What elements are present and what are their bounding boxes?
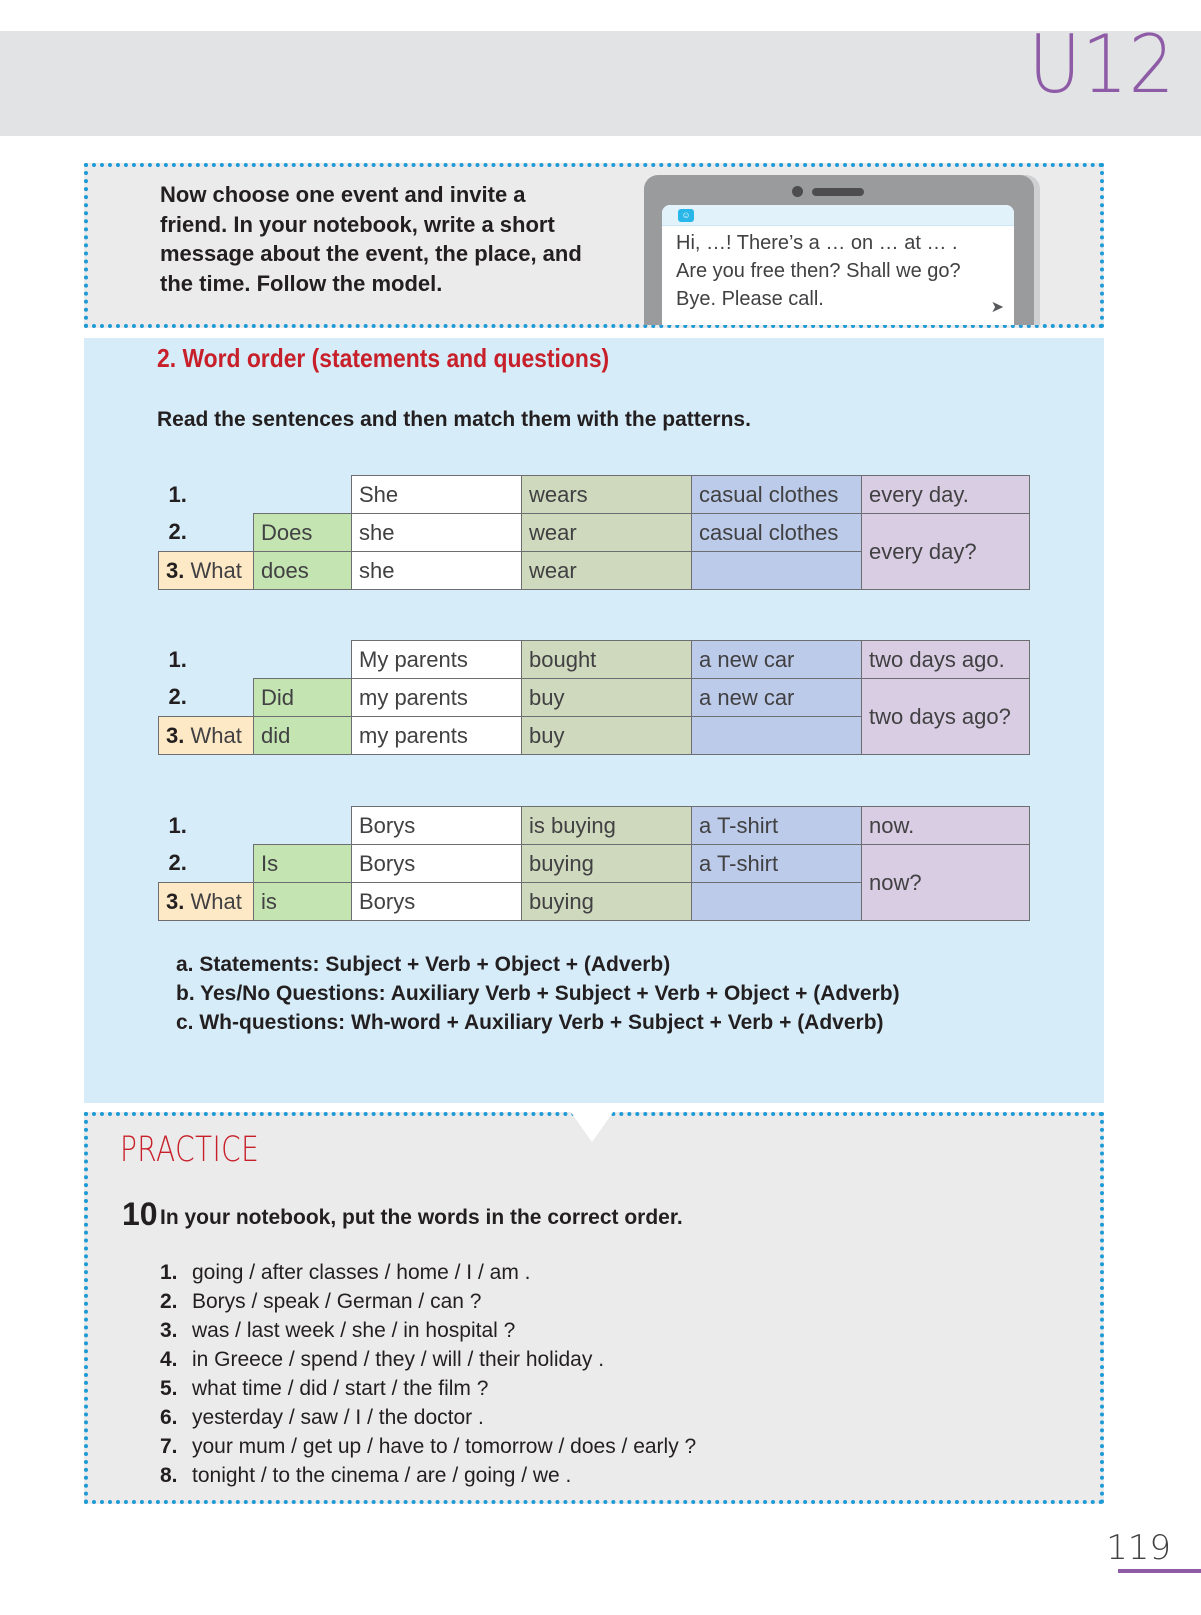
list-item — [160, 1258, 696, 1287]
empty-cell — [254, 476, 352, 514]
empty-cell — [254, 807, 352, 845]
row-number: 2. — [168, 684, 187, 710]
item-number: 3. — [160, 1319, 178, 1342]
practice-box — [84, 1112, 1104, 1504]
pattern-table-3 — [158, 806, 1030, 921]
list-item — [160, 1374, 696, 1403]
invite-instruction: Now choose one event and invite a friend. In your notebook, write a short message about the event, the place, and the time. Follow the model. — [160, 182, 582, 296]
object-cell — [692, 717, 862, 755]
auxiliary-cell: did — [254, 717, 352, 755]
exercise-number: 10 — [122, 1196, 158, 1232]
row-number: 3. — [166, 888, 185, 914]
wh-word-cell — [159, 883, 254, 921]
object-cell: a T-shirt — [692, 807, 862, 845]
item-text: tonight / to the cinema / are / going / we . — [192, 1464, 572, 1487]
object-cell — [692, 883, 862, 921]
item-text: going / after classes / home / I / am . — [192, 1261, 531, 1284]
item-number: 1. — [160, 1261, 178, 1284]
wh-word-cell — [159, 552, 254, 590]
item-text: Borys / speak / German / can ? — [192, 1290, 482, 1313]
phone-message-line: Hi, …! There’s a … on … at … . — [676, 232, 958, 254]
verb-cell: bought — [522, 641, 692, 679]
adverb-cell: now? — [862, 845, 1030, 921]
list-item — [160, 1287, 696, 1316]
chat-bubble-icon: ☺ — [678, 209, 694, 222]
table-row — [159, 641, 1030, 679]
verb-cell: wears — [522, 476, 692, 514]
list-item — [160, 1403, 696, 1432]
phone-camera — [792, 186, 803, 197]
page-number-underline — [1118, 1569, 1201, 1573]
adverb-cell: now. — [862, 807, 1030, 845]
wh-word: What — [190, 888, 242, 914]
subject-cell: she — [352, 552, 522, 590]
subject-cell: She — [352, 476, 522, 514]
screen-topbar — [662, 205, 1014, 226]
item-text: your mum / get up / have to / tomorrow / does / early ? — [192, 1435, 697, 1458]
table-row — [159, 679, 1030, 717]
table-row — [159, 476, 1030, 514]
auxiliary-cell: Did — [254, 679, 352, 717]
page-number: 119 — [1106, 1528, 1171, 1568]
row-number: 2. — [168, 519, 187, 545]
verb-cell: buying — [522, 883, 692, 921]
table-row — [159, 514, 1030, 552]
exercise-title: In your notebook, put the words in the correct order. — [160, 1206, 683, 1229]
item-text: what time / did / start / the film ? — [192, 1377, 489, 1400]
auxiliary-cell: does — [254, 552, 352, 590]
invite-box — [84, 163, 1104, 328]
subject-cell: my parents — [352, 679, 522, 717]
exercise-list — [160, 1258, 696, 1490]
list-item — [160, 1316, 696, 1345]
auxiliary-cell: Is — [254, 845, 352, 883]
subject-cell: she — [352, 514, 522, 552]
wh-word: What — [190, 557, 242, 583]
subject-cell: Borys — [352, 883, 522, 921]
pattern-list — [176, 950, 900, 1037]
object-cell: a new car — [692, 679, 862, 717]
row-number: 1. — [168, 481, 187, 507]
row-number: 3. — [166, 722, 185, 748]
item-number: 5. — [160, 1377, 178, 1400]
item-number: 7. — [160, 1435, 178, 1458]
table-row — [159, 807, 1030, 845]
object-cell — [692, 552, 862, 590]
adverb-cell: every day? — [862, 514, 1030, 590]
object-cell: casual clothes — [692, 476, 862, 514]
row-number: 3. — [166, 557, 185, 583]
adverb-cell: two days ago. — [862, 641, 1030, 679]
adverb-cell: every day. — [862, 476, 1030, 514]
pattern-statement: a. Statements: Subject + Verb + Object + (Adverb) — [176, 953, 671, 976]
item-text: yesterday / saw / I / the doctor . — [192, 1406, 484, 1429]
verb-cell: buy — [522, 679, 692, 717]
pattern-yes-no: b. Yes/No Questions: Auxiliary Verb + Subject + Verb + Object + (Adverb) — [176, 982, 900, 1005]
phone-message — [676, 229, 1006, 313]
empty-cell — [254, 641, 352, 679]
item-text: was / last week / she / in hospital ? — [192, 1319, 516, 1342]
adverb-cell: two days ago? — [862, 679, 1030, 755]
list-item — [160, 1345, 696, 1374]
verb-cell: wear — [522, 552, 692, 590]
phone-message-line: Bye. Please call. — [676, 288, 824, 310]
pattern-table-2 — [158, 640, 1030, 755]
phone-message-line: Are you free then? Shall we go? — [676, 260, 961, 282]
auxiliary-cell: is — [254, 883, 352, 921]
phone-screen — [662, 205, 1014, 325]
practice-title: PRACTICE — [120, 1130, 260, 1170]
object-cell: a new car — [692, 641, 862, 679]
verb-cell: buying — [522, 845, 692, 883]
list-item — [160, 1432, 696, 1461]
grammar-instruction: Read the sentences and then match them with the patterns. — [157, 408, 751, 431]
auxiliary-cell: Does — [254, 514, 352, 552]
phone-speaker — [812, 188, 864, 196]
row-number: 2. — [168, 850, 187, 876]
subject-cell: My parents — [352, 641, 522, 679]
unit-label: U12 — [1027, 18, 1175, 111]
subject-cell: my parents — [352, 717, 522, 755]
row-number: 1. — [168, 646, 187, 672]
verb-cell: wear — [522, 514, 692, 552]
header-band — [0, 31, 1201, 136]
wh-word: What — [190, 722, 242, 748]
pattern-table-1 — [158, 475, 1030, 590]
object-cell: a T-shirt — [692, 845, 862, 883]
pattern-wh: c. Wh-questions: Wh-word + Auxiliary Verb + Subject + Verb + (Adverb) — [176, 1011, 884, 1034]
subject-cell: Borys — [352, 807, 522, 845]
verb-cell: is buying — [522, 807, 692, 845]
list-item — [160, 1461, 696, 1490]
grammar-section — [84, 338, 1104, 1103]
subject-cell: Borys — [352, 845, 522, 883]
notch-decoration — [568, 1108, 616, 1142]
phone-illustration — [644, 175, 1034, 325]
table-row — [159, 845, 1030, 883]
object-cell: casual clothes — [692, 514, 862, 552]
item-number: 2. — [160, 1290, 178, 1313]
section-title: 2. Word order (statements and questions) — [157, 343, 610, 373]
item-number: 8. — [160, 1464, 178, 1487]
send-arrow-icon: ➤ — [990, 299, 1004, 316]
item-number: 4. — [160, 1348, 178, 1371]
verb-cell: buy — [522, 717, 692, 755]
item-number: 6. — [160, 1406, 178, 1429]
item-text: in Greece / spend / they / will / their holiday . — [192, 1348, 605, 1371]
wh-word-cell — [159, 717, 254, 755]
row-number: 1. — [168, 812, 187, 838]
